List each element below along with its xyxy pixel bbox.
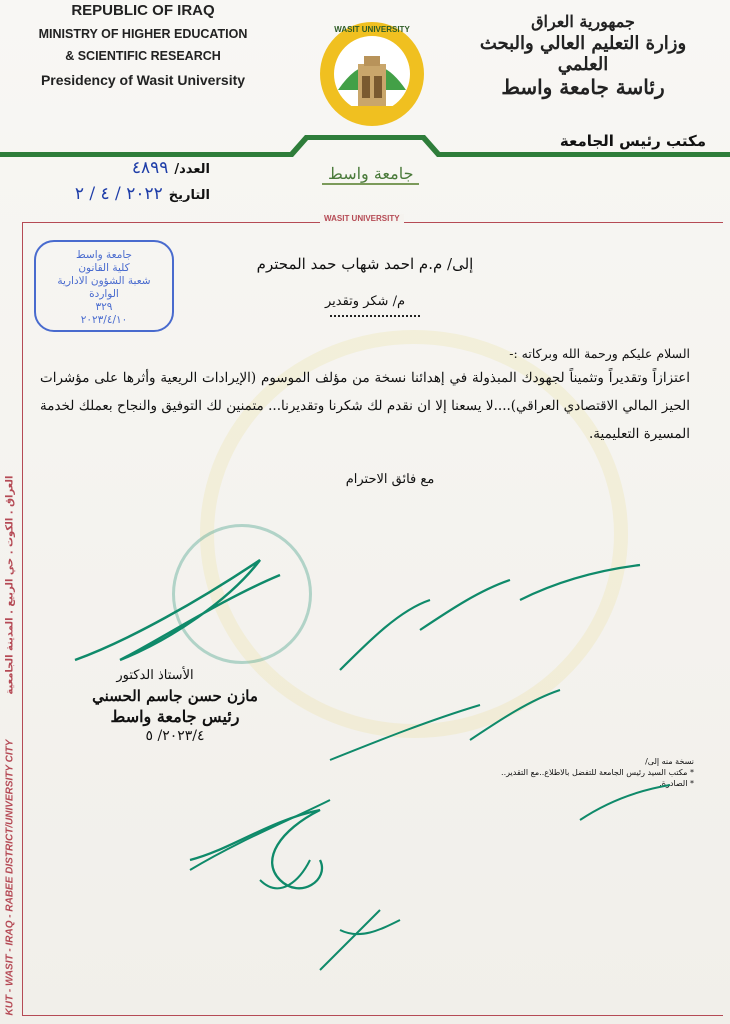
copies-item: * مكتب السيد رئيس الجامعة للتفضل بالاطلاع..مع التقدير.. xyxy=(501,768,694,777)
stamp-line: الواردة xyxy=(89,288,119,300)
header-country: REPUBLIC OF IRAQ xyxy=(71,2,215,19)
header-presidency: Presidency of Wasit University xyxy=(40,72,246,88)
signatory-title: الأستاذ الدكتور xyxy=(116,668,194,683)
stamp-number: ٣٢٩ xyxy=(95,301,113,313)
subject-line: م/ شكر وتقدير xyxy=(324,294,406,309)
signatory-name: مازن حسن جاسم الحسني xyxy=(92,687,258,705)
subject-underline xyxy=(330,315,420,317)
letter-frame xyxy=(22,222,723,1016)
header-ar-country: جمهورية العراق xyxy=(531,12,635,31)
closing-regards: مع فائق الاحترام xyxy=(345,472,435,487)
recipient-line: إلى/ م.م احمد شهاب حمد المحترم xyxy=(256,255,474,273)
copies-item: * الصادرة. xyxy=(659,779,694,788)
signatory-position: رئيس جامعة واسط xyxy=(110,707,240,726)
signature-date: ٢٠٢٣/٤/ ٥ xyxy=(145,728,205,744)
stamp-line: جامعة واسط xyxy=(75,249,133,261)
greeting: السلام عليكم ورحمة الله وبركاته :- xyxy=(509,346,690,361)
number-label: العدد/ xyxy=(174,162,210,177)
letter-paragraph: اعتزازاً وتقديراً وتثميناً لجهودك المبذولة في إهدائنا نسخة من مؤلف الموسوم (الإيرادات الريعية وأثرها على مؤشرات الحيز المالي الاقتصادي العراقي)....لا يسعنا إلا ان نقدم لك شكرنا وتقديرنا... متمنين لك التوفيق والنجاح بعملك لخدمة المسيرة التعليمية. xyxy=(40,370,690,442)
arabic-header xyxy=(458,12,708,99)
frame-label: WASIT UNIVERSITY xyxy=(320,214,404,223)
university-logo xyxy=(318,20,426,130)
reference-block xyxy=(40,158,210,204)
university-calligraphy: جامعة واسط xyxy=(322,164,419,185)
header-ar-ministry: وزارة التعليم العالي والبحث العلمي xyxy=(479,33,687,75)
date-value: ٢٠٢٢ / ٤ / ٢ xyxy=(74,184,163,204)
date-label: التاريخ xyxy=(168,188,210,203)
side-address-english: KUT - WASIT - IRAQ - RABEE DISTRICT/UNIVERSITY CITY xyxy=(4,739,16,1016)
signature-block xyxy=(60,668,290,744)
office-title: مكتب رئيس الجامعة xyxy=(559,132,706,150)
copies-list xyxy=(474,756,694,789)
english-header xyxy=(38,2,248,88)
incoming-stamp xyxy=(34,240,174,332)
side-address-arabic: العراق . الكوت . حي الربيع . المدينة الجامعية xyxy=(4,475,16,695)
stamp-date: ٢٠٢٣/٤/١٠ xyxy=(80,314,128,326)
number-value: ٤٨٩٩ xyxy=(131,158,169,178)
official-seal xyxy=(172,524,312,664)
stamp-line: شعبة الشؤون الادارية xyxy=(57,275,151,287)
header-ministry: MINISTRY OF HIGHER EDUCATION xyxy=(38,27,248,41)
header-ar-presidency: رئاسة جامعة واسط xyxy=(501,75,665,99)
copies-heading: نسخة منه إلى/ xyxy=(645,757,694,766)
header-ministry-2: & SCIENTIFIC RESEARCH xyxy=(65,49,221,63)
stamp-line: كلية القانون xyxy=(78,262,130,274)
logo-text: WASIT UNIVERSITY xyxy=(334,25,410,34)
